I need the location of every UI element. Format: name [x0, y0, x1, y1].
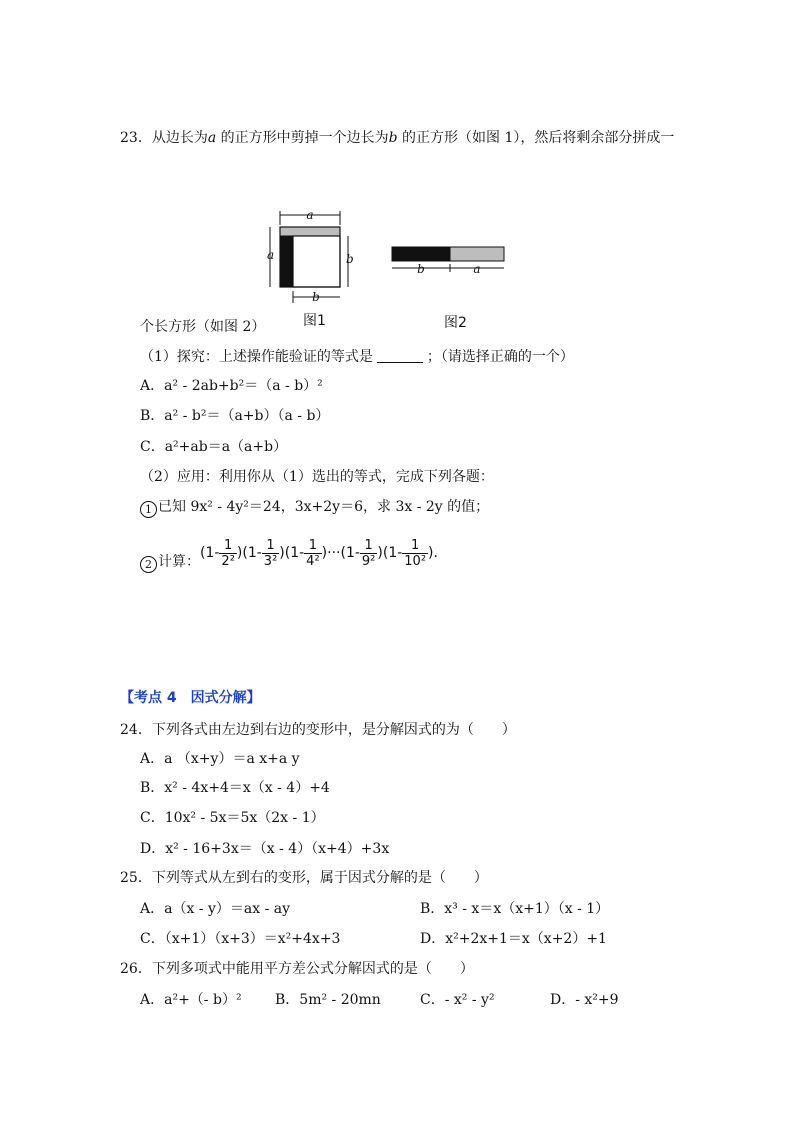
q23-option-b: B．a² - b²＝（a+b）（a - b） [140, 408, 330, 424]
q23-stem-line2: 个长方形（如图 2） [140, 319, 266, 335]
q26-stem: 26．下列多项式中能用平方差公式分解因式的是（ ） [120, 961, 474, 977]
svg-text:b: b [346, 252, 354, 266]
figure-1-label: 图1 [303, 313, 326, 329]
q23-stem-line1: 23．从边长为a 的正方形中剪掉一个边长为b 的正方形（如图 1），然后将剩余部分拼成一 [120, 130, 675, 146]
q24-option-b: B．x² - 4x+4＝x（x - 4）+4 [140, 780, 330, 796]
q25-option-c: C．（x+1）（x+3）＝x²+4x+3 [140, 931, 341, 947]
product-expression: (1- $\frac{1}{\text{2²}}$ )(1- $\frac{1}{\text{3²}}$ )(1- $\frac{1}{\text{4²}}$ )···(1- $\frac{1}{\text{9²}}$ )(1- $\frac{1}{\text{10²}}$ )． [200, 537, 448, 569]
q24-option-a: A．a （x+y）＝a x+a y [140, 751, 300, 767]
answer-blank[interactable] [377, 349, 423, 363]
q23-part1: （1）探究：上述操作能验证的等式是 ；（请选择正确的一个） [140, 349, 574, 365]
figure-2-label: 图2 [444, 315, 467, 331]
product-term-1: (1- $\frac{1}{\text{2²}}$ ) [200, 537, 243, 569]
q24-option-d: D．x² - 16+3x＝（x - 4）（x+4）+3x [140, 841, 390, 857]
product-term-4: (1- $\frac{1}{\text{9²}}$ ) [340, 537, 383, 569]
q26-option-d: D．- x²+9 [550, 992, 619, 1008]
q24-option-c: C．10x² - 5x＝5x（2x - 1） [140, 810, 325, 826]
ellipsis: ··· [327, 545, 341, 561]
q23-option-a: A．a² - 2ab+b²＝（a - b）² [140, 378, 323, 394]
q26-option-a: A．a²+（- b）² [140, 992, 242, 1008]
product-term-2: (1- $\frac{1}{\text{3²}}$ ) [242, 537, 285, 569]
q25-option-b: B．x³ - x＝x（x+1）（x - 1） [420, 901, 610, 917]
q26-option-b: B．5m² - 20mn [275, 992, 381, 1008]
q23-sub1: 1 已知 9x² - 4y²＝24，3x+2y＝6，求 3x - 2y 的值； [140, 498, 489, 518]
figure-2-diagram [390, 240, 510, 280]
q23-option-c: C．a²+ab＝a（a+b） [140, 439, 288, 455]
q23-sub2-label: 2 计算： [140, 553, 200, 573]
q24-stem: 24．下列各式由左边到右边的变形中，是分解因式的为（ ） [120, 722, 516, 738]
circled-number-2: 2 [140, 556, 157, 573]
q23-part2: （2）应用：利用你从（1）选出的等式，完成下列各题： [140, 469, 494, 485]
q25-stem: 25．下列等式从左到右的变形，属于因式分解的是（ ） [120, 870, 488, 886]
svg-text:a: a [473, 262, 481, 276]
q25-option-d: D．x²+2x+1＝x（x+2）+1 [420, 931, 607, 947]
svg-text:b: b [312, 290, 320, 304]
q26-option-c: C．- x² - y² [420, 992, 495, 1008]
q25-option-a: A．a（x - y）＝ax - ay [140, 901, 291, 917]
svg-text:a: a [306, 208, 314, 222]
product-term-5: (1- $\frac{1}{\text{10²}}$ ) [382, 537, 434, 569]
product-term-3: (1- $\frac{1}{\text{4²}}$ ) [284, 537, 328, 569]
circled-number-1: 1 [140, 501, 157, 518]
section-title: 【考点 4 因式分解】 [120, 690, 261, 706]
svg-text:b: b [417, 262, 425, 276]
svg-text:a: a [267, 248, 275, 262]
